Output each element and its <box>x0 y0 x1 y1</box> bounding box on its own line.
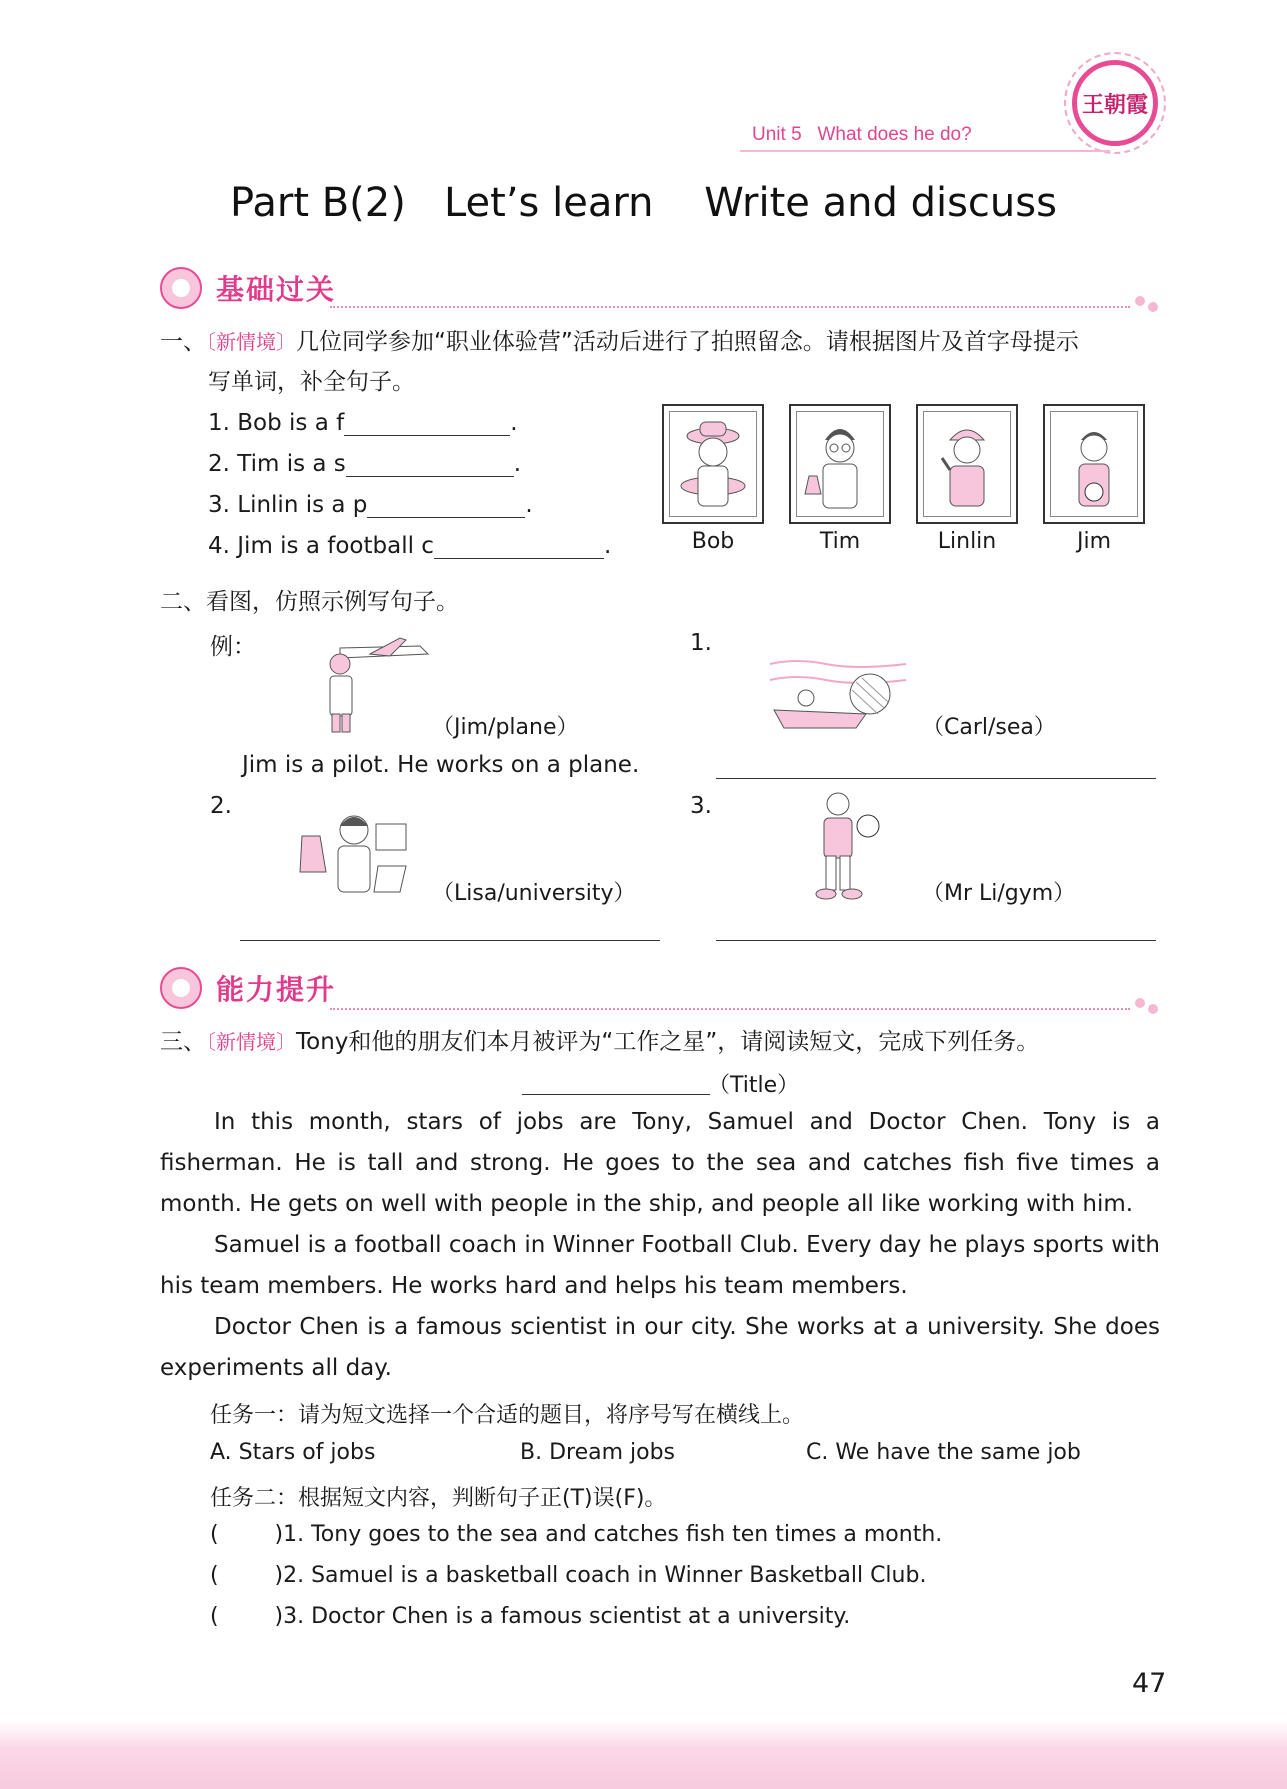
q1-item-4: 4. Jim is a football c . <box>208 533 612 559</box>
photo-frame-tim <box>789 404 891 524</box>
judgement-2[interactable]: ( )2. Samuel is a basketball coach in Winner Basketball Club. <box>210 1563 927 1588</box>
answer-blank[interactable] <box>344 413 510 436</box>
judgement-1[interactable]: ( )1. Tony goes to the sea and catches fish ten times a month. <box>210 1522 943 1547</box>
photo-frame-bob <box>662 404 764 524</box>
football-coach-icon <box>1045 406 1143 522</box>
fisherman-boat-icon <box>766 628 916 734</box>
q1-item-2: 2. Tim is a s . <box>208 451 522 477</box>
section-badge-icon <box>160 267 202 309</box>
question-2: 二、看图，仿照示例写句子。 <box>160 589 459 615</box>
answer-line[interactable] <box>716 940 1156 941</box>
section-title-basic: 基础过关 <box>216 273 337 306</box>
brand-logo-text: 王朝霞 <box>1081 92 1148 118</box>
judgement-3[interactable]: ( )3. Doctor Chen is a famous scientist at a university. <box>210 1604 851 1629</box>
coach-icon <box>796 790 896 902</box>
page-number: 47 <box>1132 1668 1167 1699</box>
passage-paragraph-3: Doctor Chen is a famous scientist in our city. She works at a university. She does experiments all day. <box>160 1314 1160 1381</box>
scientist-icon <box>296 796 416 900</box>
section-divider <box>330 306 1130 308</box>
q2-item-1-number: 1. <box>690 630 712 656</box>
footer-band <box>0 1720 1287 1789</box>
fisherman-icon <box>664 406 762 522</box>
example-answer: Jim is a pilot. He works on a plane. <box>242 752 640 778</box>
section-badge-icon <box>160 967 202 1009</box>
title-answer-line[interactable] <box>522 1094 710 1095</box>
question-3: 三、〔新情境〕Tony和他的朋友们本月被评为“工作之星”，请阅读短文，完成下列任务。 <box>160 1029 1040 1055</box>
answer-line[interactable] <box>716 778 1156 779</box>
q1-item-1: 1. Bob is a f . <box>208 410 518 436</box>
divider-dot <box>1148 302 1158 312</box>
option-a: A. Stars of jobs <box>210 1440 376 1465</box>
answer-blank[interactable] <box>434 536 604 559</box>
question-1-line2: 写单词，补全句子。 <box>208 369 415 395</box>
option-b: B. Dream jobs <box>520 1440 676 1465</box>
photo-frame-linlin <box>916 404 1018 524</box>
example-hint: （Jim/plane） <box>432 715 579 740</box>
q2-item-2-hint: （Lisa/university） <box>432 881 636 906</box>
section-divider <box>330 1008 1130 1010</box>
divider-dot <box>1135 296 1145 306</box>
passage-paragraph-2: Samuel is a football coach in Winner Football Club. Every day he plays sports with his team members. He works hard and helps his team members. <box>160 1232 1160 1299</box>
photo-caption: Tim <box>819 529 861 554</box>
task-1-instruction: 任务一：请为短文选择一个合适的题目，将序号写在横线上。 <box>210 1403 805 1428</box>
page-title: Part B(2) Let’s learn Write and discuss <box>230 180 1057 226</box>
scientist-icon <box>791 406 889 522</box>
option-c: C. We have the same job <box>806 1440 1081 1465</box>
task-2-instruction: 任务二：根据短文内容，判断句子正(T)误(F)。 <box>210 1486 667 1511</box>
q1-item-3: 3. Linlin is a p . <box>208 492 533 518</box>
unit-header: Unit 5 What does he do? <box>752 124 972 145</box>
divider-dot <box>1148 1004 1158 1014</box>
answer-line[interactable] <box>240 940 660 941</box>
photo-caption: Bob <box>691 529 735 554</box>
q2-item-2-number: 2. <box>210 793 232 819</box>
q2-item-1-hint: （Carl/sea） <box>922 715 1056 740</box>
example-label: 例： <box>210 634 256 660</box>
divider-dot <box>1135 998 1145 1008</box>
passage-paragraph-1: In this month, stars of jobs are Tony, Samuel and Doctor Chen. Tony is a fisherman. He is tall and strong. He goes to the sea and catches fish five times a month. He gets on well with people in the ship, and people all like working with him. <box>160 1109 1160 1217</box>
photo-caption: Jim <box>1076 529 1112 554</box>
title-hint: （Title） <box>708 1073 800 1098</box>
q2-item-3-number: 3. <box>690 793 712 819</box>
section-title-advanced: 能力提升 <box>216 973 337 1006</box>
answer-blank[interactable] <box>367 495 525 518</box>
photo-caption: Linlin <box>937 529 997 554</box>
question-1-line1: 一、〔新情境〕几位同学参加“职业体验营”活动后进行了拍照留念。请根据图片及首字母提示 <box>160 329 1079 355</box>
q2-item-3-hint: （Mr Li/gym） <box>922 881 1076 906</box>
header-divider <box>740 150 1110 152</box>
answer-blank[interactable] <box>346 454 514 477</box>
photo-frame-jim <box>1043 404 1145 524</box>
pilot-plane-icon <box>310 628 430 734</box>
police-officer-icon <box>918 406 1016 522</box>
